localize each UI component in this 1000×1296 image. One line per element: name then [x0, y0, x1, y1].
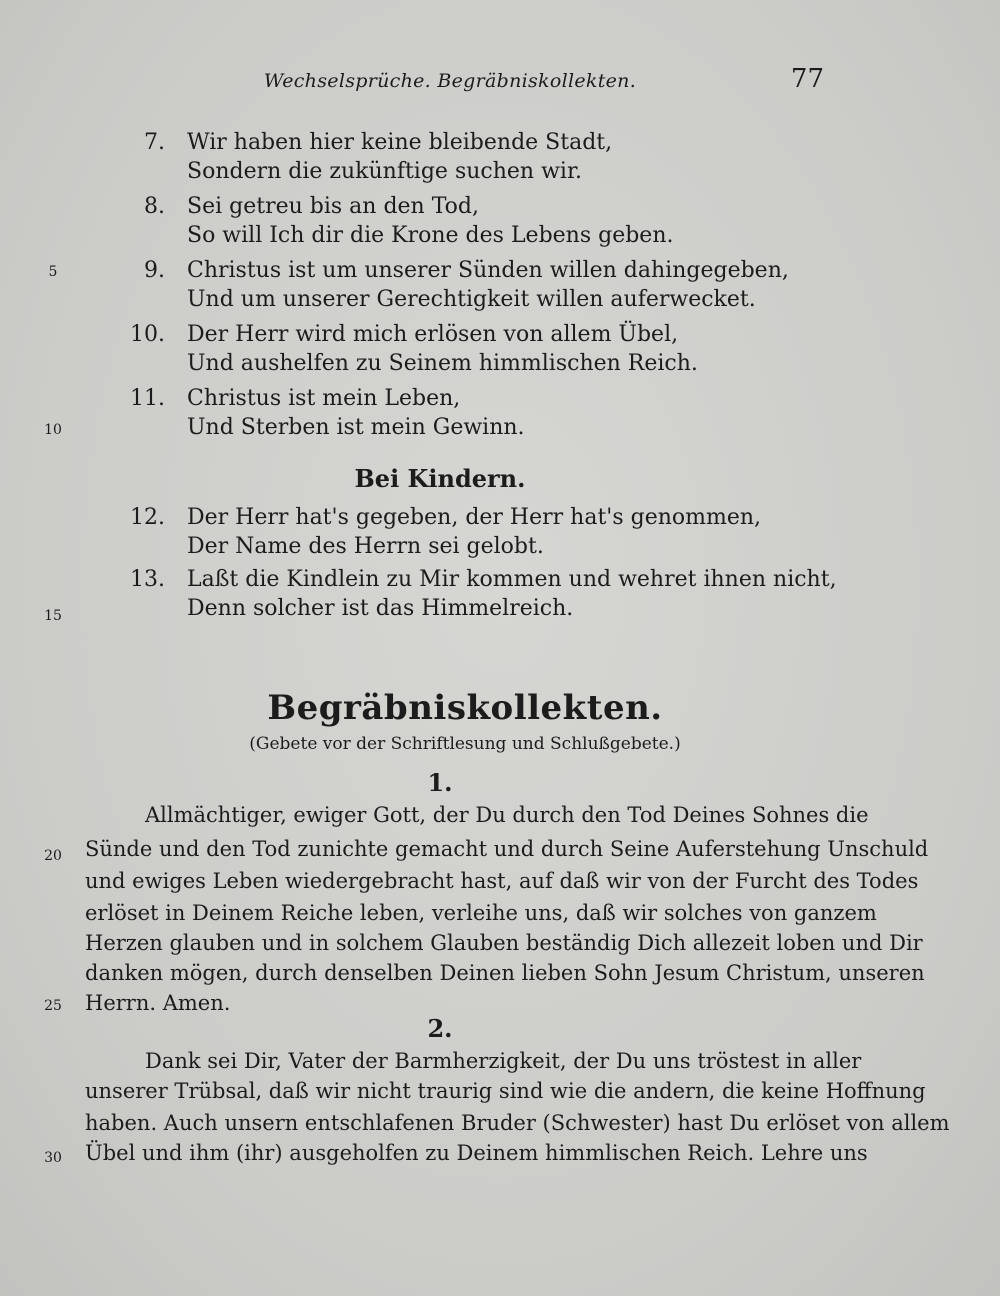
verse-number: 13.: [130, 567, 165, 592]
verse-line: Der Name des Herrn sei gelobt.: [187, 534, 544, 559]
margin-line-number: 15: [44, 608, 62, 624]
collect-line: danken mögen, durch denselben Deinen lieben Sohn Jesum Christum, unseren: [85, 961, 925, 985]
verse-line: Christus ist mein Leben,: [187, 386, 461, 411]
verse-line: So will Ich dir die Krone des Lebens geben.: [187, 223, 674, 248]
page-number: 77: [790, 64, 824, 94]
collect-line: und ewiges Leben wiedergebracht hast, auf daß wir von der Furcht des Todes: [85, 869, 919, 893]
margin-line-number: 20: [44, 848, 62, 864]
margin-line-number: 10: [44, 422, 62, 438]
margin-line-number: 25: [44, 998, 62, 1014]
verse-line: Sondern die zukünftige suchen wir.: [187, 159, 583, 184]
collect-line: Herzen glauben und in solchem Glauben beständig Dich allezeit loben und Dir: [85, 931, 923, 955]
verse-line: Laßt die Kindlein zu Mir kommen und wehret ihnen nicht,: [187, 567, 837, 592]
collect-number: 1.: [427, 768, 453, 797]
verse-line: Der Herr wird mich erlösen von allem Übel,: [187, 322, 679, 347]
verse-number: 8.: [144, 194, 165, 219]
collect-line: Sünde und den Tod zunichte gemacht und durch Seine Auferstehung Unschuld: [85, 837, 929, 861]
margin-line-number: 30: [44, 1150, 62, 1166]
page-title: Begräbniskollekten.: [267, 688, 663, 728]
verse-line: Der Herr hat's gegeben, der Herr hat's genommen,: [187, 505, 762, 530]
section-heading-children: Bei Kindern.: [354, 464, 526, 493]
verse-line: Sei getreu bis an den Tod,: [187, 194, 479, 219]
verse-number: 10.: [130, 322, 165, 347]
page-subtitle: (Gebete vor der Schriftlesung und Schlußgebete.): [249, 734, 681, 754]
collect-line: Übel und ihm (ihr) ausgeholfen zu Deinem himmlischen Reich. Lehre uns: [85, 1141, 868, 1165]
verse-number: 9.: [144, 258, 165, 283]
verse-line: Wir haben hier keine bleibende Stadt,: [187, 130, 613, 155]
collect-number: 2.: [427, 1014, 453, 1043]
verse-line: Und um unserer Gerechtigkeit willen auferwecket.: [187, 287, 756, 312]
verse-number: 11.: [130, 386, 165, 411]
collect-line: Herrn. Amen.: [85, 991, 231, 1015]
collect-line: haben. Auch unsern entschlafenen Bruder (Schwester) hast Du erlöset von allem: [85, 1111, 950, 1135]
verse-number: 12.: [130, 505, 165, 530]
margin-line-number: 5: [48, 264, 58, 280]
collect-line: Dank sei Dir, Vater der Barmherzigkeit, der Du uns tröstest in aller: [145, 1049, 862, 1073]
running-header: Wechselsprüche. Begräbniskollekten.: [263, 70, 637, 92]
collect-line: unserer Trübsal, daß wir nicht traurig sind wie die andern, die keine Hoffnung: [85, 1079, 926, 1103]
verse-line: Und Sterben ist mein Gewinn.: [187, 415, 525, 440]
verse-number: 7.: [144, 130, 165, 155]
collect-line: Allmächtiger, ewiger Gott, der Du durch den Tod Deines Sohnes die: [145, 803, 869, 827]
verse-line: Christus ist um unserer Sünden willen dahingegeben,: [187, 258, 789, 283]
verse-line: Und aushelfen zu Seinem himmlischen Reich.: [187, 351, 698, 376]
collect-line: erlöset in Deinem Reiche leben, verleihe uns, daß wir solches von ganzem: [85, 901, 877, 925]
verse-line: Denn solcher ist das Himmelreich.: [187, 596, 574, 621]
